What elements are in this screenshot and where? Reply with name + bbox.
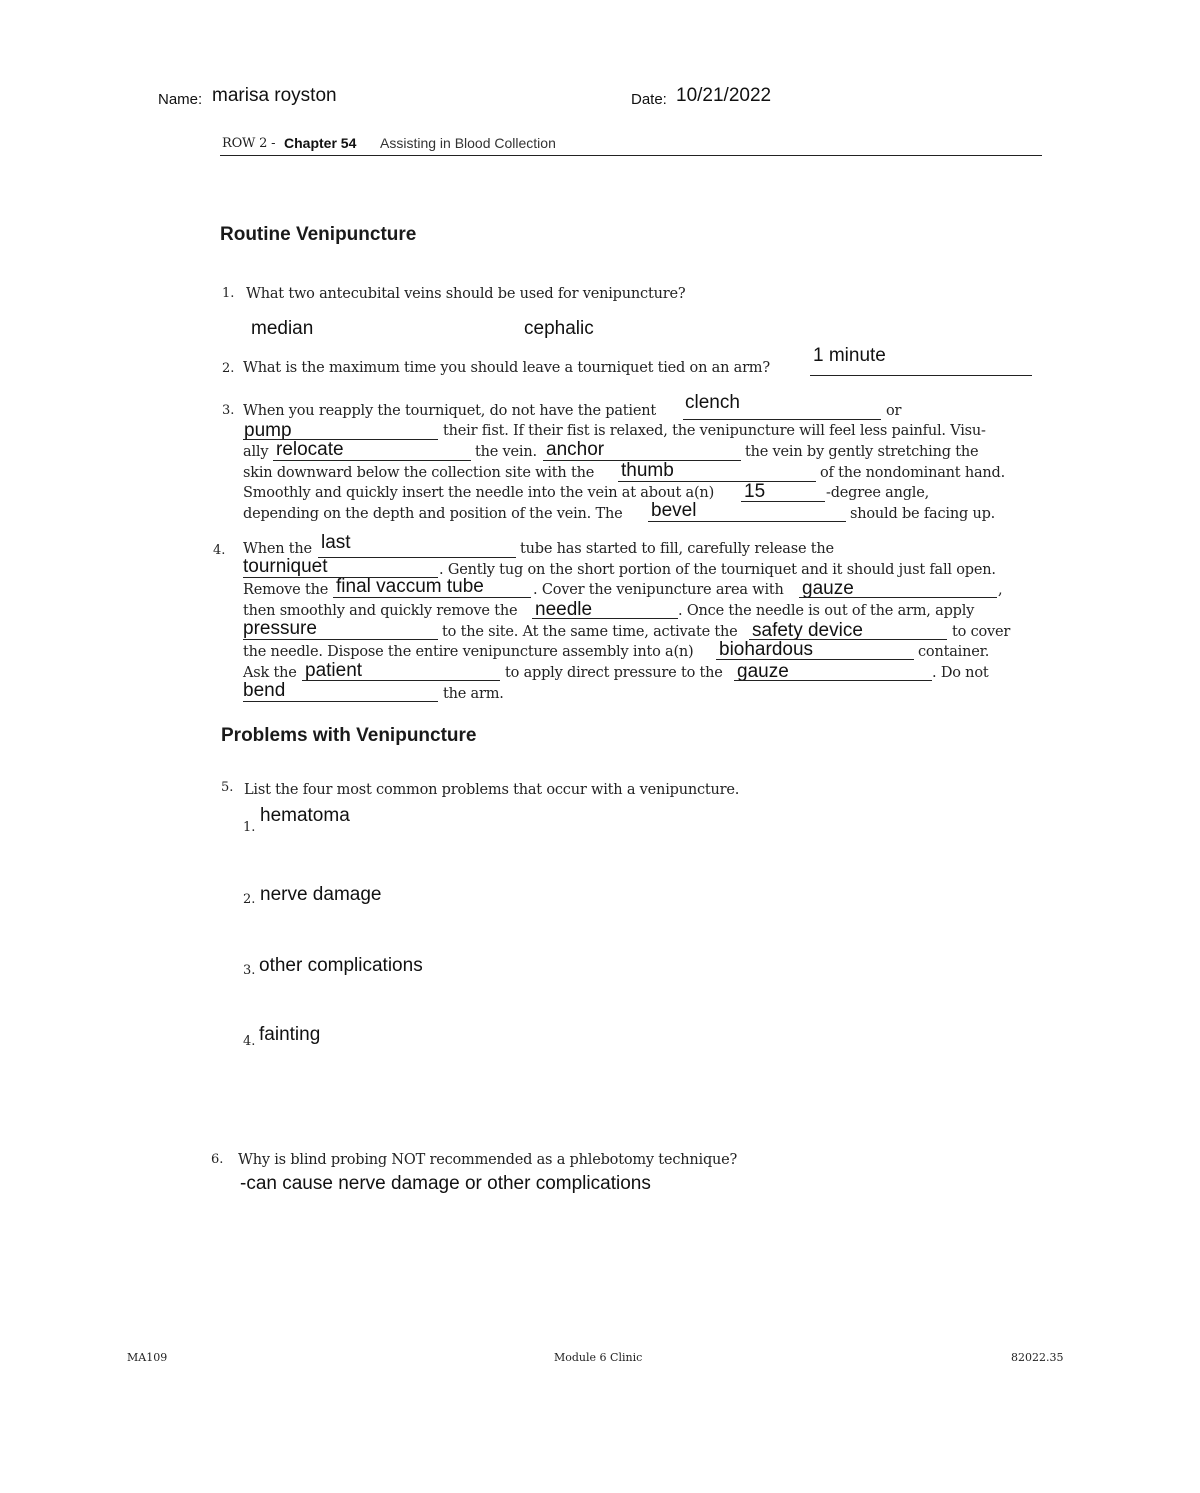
q4-text-2: tube has started to fill, carefully release the xyxy=(520,541,834,557)
section-title-problems: Problems with Venipuncture xyxy=(221,725,477,746)
row-label: ROW 2 - xyxy=(222,136,276,151)
q4-answer-patient[interactable]: patient xyxy=(305,660,363,681)
q6-number: 6. xyxy=(211,1152,224,1167)
q5-answer-2[interactable]: nerve damage xyxy=(260,884,382,905)
q3-text-9: Smoothly and quickly insert the needle into the vein at about a(n) xyxy=(243,485,715,501)
chapter-title: Assisting in Blood Collection xyxy=(380,135,556,151)
q3-blank-6 xyxy=(741,501,825,502)
q3-answer-thumb[interactable]: thumb xyxy=(621,460,674,481)
q2-answer[interactable]: 1 minute xyxy=(813,345,886,366)
q3-answer-clench[interactable]: clench xyxy=(685,392,740,413)
name-value[interactable]: marisa royston xyxy=(212,85,337,106)
q1-text: What two antecubital veins should be used for venipuncture? xyxy=(246,286,686,302)
q3-text-6: the vein by gently stretching the xyxy=(745,444,979,460)
q3-text-3: their fist. If their fist is relaxed, the venipuncture will feel less painful. Visu- xyxy=(443,423,986,439)
q3-answer-relocate[interactable]: relocate xyxy=(276,439,344,460)
q1-answer-2[interactable]: cephalic xyxy=(524,318,594,339)
q4-answer-tourniquet[interactable]: tourniquet xyxy=(243,556,328,577)
q6-text: Why is blind probing NOT recommended as a phlebotomy technique? xyxy=(238,1152,738,1168)
q3-text-10: -degree angle, xyxy=(826,485,930,501)
q4-text-15: . Do not xyxy=(932,665,989,681)
q4-answer-safety-device[interactable]: safety device xyxy=(752,620,863,641)
q4-number: 4. xyxy=(213,543,226,558)
q4-text-9: to the site. At the same time, activate the xyxy=(442,624,738,640)
q4-blank-1 xyxy=(318,557,516,558)
date-label: Date: xyxy=(631,91,667,108)
q5-answer-4[interactable]: fainting xyxy=(259,1024,321,1045)
q4-blank-4 xyxy=(799,597,997,598)
q5-item-3-number: 3. xyxy=(243,963,256,978)
q2-number: 2. xyxy=(222,361,235,376)
q3-answer-anchor[interactable]: anchor xyxy=(546,439,605,460)
q3-text-8: of the nondominant hand. xyxy=(820,465,1006,481)
q5-item-1-number: 1. xyxy=(243,820,256,835)
q3-text-4: ally xyxy=(243,444,269,460)
q4-blank-8 xyxy=(716,659,914,660)
q4-text-5: . Cover the venipuncture area with xyxy=(533,582,784,598)
q3-text-5: the vein. xyxy=(475,444,537,460)
q4-text-12: container. xyxy=(918,644,990,660)
q3-blank-7 xyxy=(648,521,846,522)
q4-answer-gauze-2[interactable]: gauze xyxy=(737,661,789,682)
q5-number: 5. xyxy=(221,780,234,795)
q5-text: List the four most common problems that occur with a venipuncture. xyxy=(244,782,740,798)
q3-number: 3. xyxy=(222,403,235,418)
q4-text-10: to cover xyxy=(952,624,1011,640)
q4-answer-biohardous[interactable]: biohardous xyxy=(719,639,814,660)
q3-text-11: depending on the depth and position of the vein. The xyxy=(243,506,623,522)
q6-answer[interactable]: -can cause nerve damage or other complications xyxy=(240,1173,651,1194)
q4-text-13: Ask the xyxy=(243,665,297,681)
q1-number: 1. xyxy=(222,286,235,301)
q3-answer-15[interactable]: 15 xyxy=(744,481,766,502)
q4-blank-11 xyxy=(243,701,438,702)
q2-text: What is the maximum time you should leave a tourniquet tied on an arm? xyxy=(243,360,770,376)
q5-item-2-number: 2. xyxy=(243,892,256,907)
footer-module: Module 6 Clinic xyxy=(554,1351,643,1364)
chapter-number: Chapter 54 xyxy=(284,135,357,151)
header-rule xyxy=(220,155,1042,156)
q4-answer-bend[interactable]: bend xyxy=(243,680,286,701)
date-value[interactable]: 10/21/2022 xyxy=(676,85,772,106)
footer-course: MA109 xyxy=(127,1351,168,1364)
q3-text-7: skin downward below the collection site with the xyxy=(243,465,595,481)
q4-text-14: to apply direct pressure to the xyxy=(505,665,723,681)
q3-text-1: When you reapply the tourniquet, do not have the patient xyxy=(243,403,656,419)
section-title-routine: Routine Venipuncture xyxy=(220,224,417,245)
q5-answer-1[interactable]: hematoma xyxy=(260,805,350,826)
q3-blank-5 xyxy=(618,481,816,482)
q4-blank-9 xyxy=(302,680,500,681)
footer-code: 82022.35 xyxy=(1011,1351,1064,1364)
q4-answer-final-tube[interactable]: final vaccum tube xyxy=(336,576,484,597)
q4-answer-pressure[interactable]: pressure xyxy=(243,618,317,639)
q4-blank-6 xyxy=(243,639,438,640)
q4-text-8: . Once the needle is out of the arm, apply xyxy=(678,603,975,619)
q4-text-16: the arm. xyxy=(443,686,504,702)
q3-text-2: or xyxy=(886,403,902,419)
q4-text-1: When the xyxy=(243,541,312,557)
q3-answer-bevel[interactable]: bevel xyxy=(651,500,697,521)
q4-text-7: then smoothly and quickly remove the xyxy=(243,603,518,619)
name-label: Name: xyxy=(158,91,203,108)
q4-answer-gauze-1[interactable]: gauze xyxy=(802,578,854,599)
q5-answer-3[interactable]: other complications xyxy=(259,955,423,976)
q3-text-12: should be facing up. xyxy=(850,506,996,522)
q3-blank-1 xyxy=(683,419,881,420)
q5-item-4-number: 4. xyxy=(243,1034,256,1049)
q4-text-3: . Gently tug on the short portion of the tourniquet and it should just fall open. xyxy=(439,562,996,578)
q4-blank-3 xyxy=(333,597,531,598)
q3-blank-3 xyxy=(273,460,471,461)
q4-blank-10 xyxy=(734,680,932,681)
q4-text-11: the needle. Dispose the entire venipuncture assembly into a(n) xyxy=(243,644,694,660)
q4-answer-needle[interactable]: needle xyxy=(535,599,593,620)
q2-blank xyxy=(810,375,1032,376)
q1-answer-1[interactable]: median xyxy=(251,318,314,339)
q4-blank-5 xyxy=(532,618,678,619)
q4-text-6: , xyxy=(998,582,1003,598)
q4-text-4: Remove the xyxy=(243,582,329,598)
q3-answer-pump[interactable]: pump xyxy=(244,420,292,441)
q4-answer-last[interactable]: last xyxy=(321,532,351,553)
